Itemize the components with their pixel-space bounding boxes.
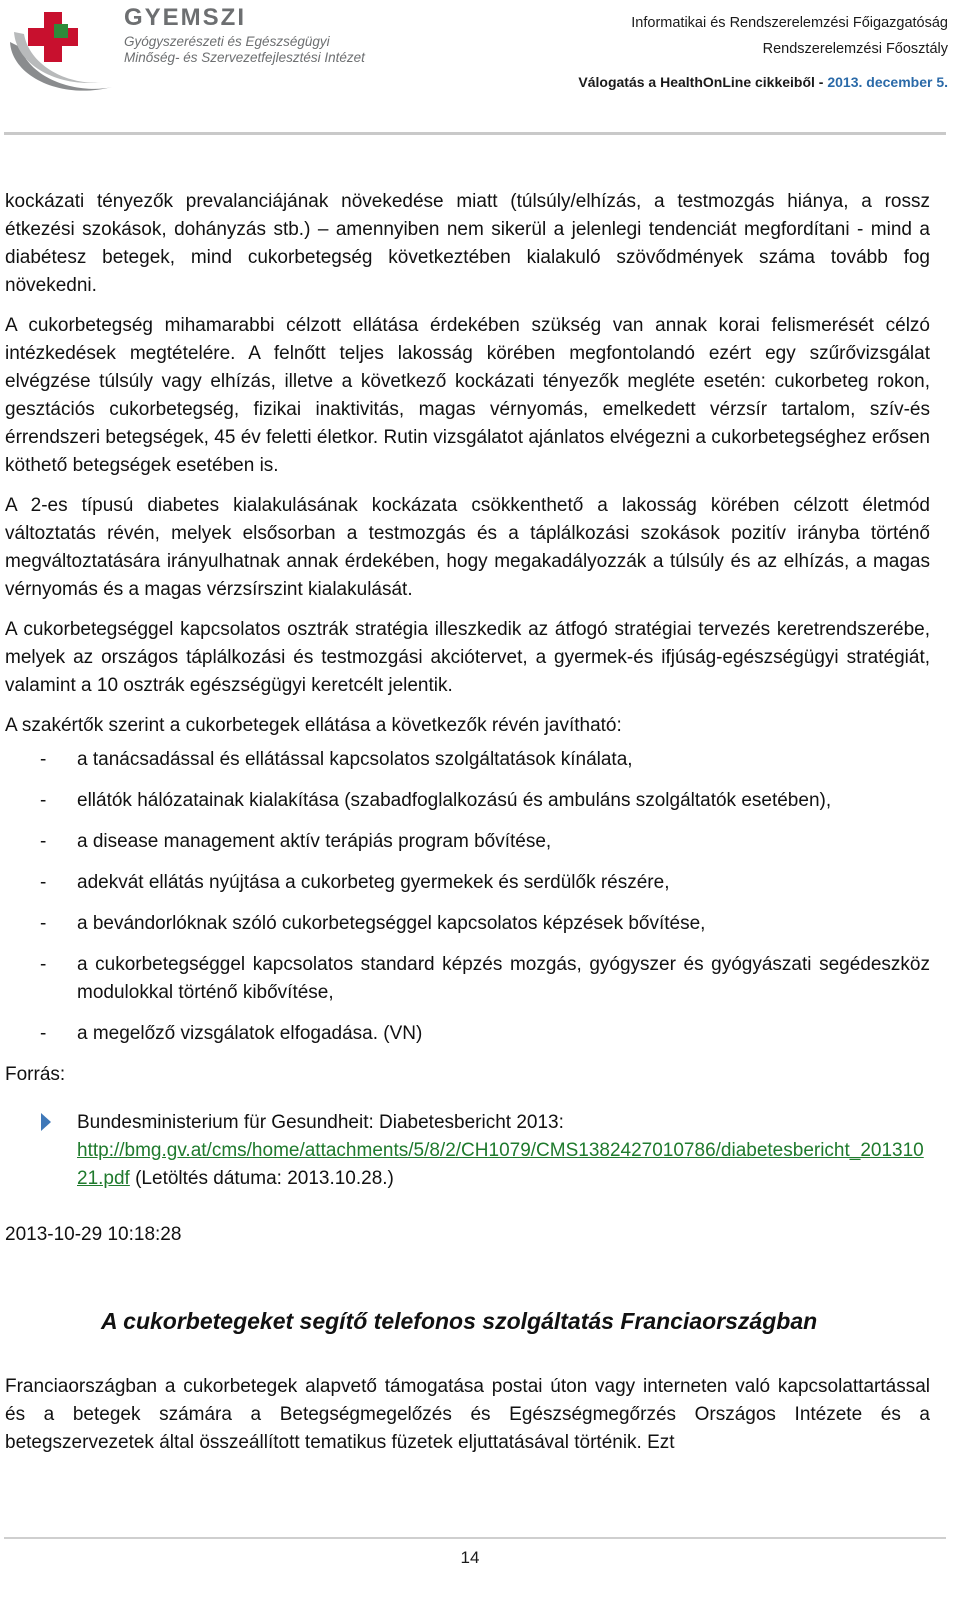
triangle-right-icon xyxy=(41,1113,51,1131)
dash-marker: - xyxy=(40,790,47,811)
paragraph: Franciaországban a cukorbetegek alapvető támogatása postai úton vagy interneten való kapcsolattartással és a betegek számára a Betegségmegelőzés és Egészségmegőrzés Országos Intézete és a betegszervezetek által összeállított tematikus füzetek eljuttatásával történik. Ezt xyxy=(5,1376,930,1453)
page-number: 14 xyxy=(460,1548,480,1567)
list-item xyxy=(5,1020,930,1048)
source-suffix: (Letöltés dátuma: 2013.10.28.) xyxy=(129,1168,394,1189)
department-name: Rendszerelemzési Főosztály xyxy=(762,41,948,57)
list-item-text: a cukorbetegséggel kapcsolatos standard képzés mozgás, gyógyszer és gyógyászati segédeszköz modulokkal történő kibővítése, xyxy=(77,954,930,1003)
list-item xyxy=(5,787,930,815)
header-org-info xyxy=(578,10,948,95)
directorate-name: Informatikai és Rendszerelemzési Főigazgatóság xyxy=(631,15,948,31)
paragraph: A cukorbetegséggel kapcsolatos osztrák stratégia illeszkedik az átfogó stratégiai tervezés keretrendszerébe, melyek az országos táplálkozási és testmozgási akciótervet, a gyermek-és ifjúság-egészségügyi stratégiát, valamint a 10 osztrák egészségügyi keretcélt jelentik. xyxy=(5,619,930,696)
page-header xyxy=(0,0,960,140)
dash-marker: - xyxy=(40,831,47,852)
list-item xyxy=(5,869,930,897)
brand-line-1: Gyógyszerészeti és Egészségügyi xyxy=(124,34,330,49)
list-item-text: a tanácsadással és ellátással kapcsolatos szolgáltatások kínálata, xyxy=(77,749,633,770)
header-divider xyxy=(4,132,946,135)
list-item-text: a disease management aktív terápiás program bővítése, xyxy=(77,831,552,852)
list-item-text: a megelőző vizsgálatok elfogadása. (VN) xyxy=(77,1023,423,1044)
gyemszi-cross-logo-icon xyxy=(2,2,137,97)
source-label: Forrás: xyxy=(5,1064,66,1085)
brand-line-2: Minőség- és Szervezetfejlesztési Intézet xyxy=(124,50,365,65)
list-item xyxy=(5,828,930,856)
list-item-text: ellátók hálózatainak kialakítása (szabadfoglalkozású és ambuláns szolgáltatók esetében), xyxy=(77,790,832,811)
source-text: Bundesministerium für Gesundheit: Diabetesbericht 2013: xyxy=(77,1112,564,1133)
list-intro: A szakértők szerint a cukorbetegek ellátása a következők révén javítható: xyxy=(5,715,622,736)
improvement-list xyxy=(5,746,930,1048)
list-item-text: adekvát ellátás nyújtása a cukorbeteg gyermekek és serdülők részére, xyxy=(77,872,670,893)
list-item xyxy=(5,951,930,1007)
source-item xyxy=(5,1109,930,1193)
paragraph: A cukorbetegség mihamarabbi célzott ellátása érdekében szükség van annak korai felismerését célzó intézkedések megtételére. A felnőtt teljes lakosság körében megfontolandó ezért egy szűrővizsgálat elvégzése túlsúly vagy elhízás, illetve a következő kockázati tényezők megléte esetén: cukorbeteg rokon, gesztációs cukorbetegség, fizikai inaktivitás, magas vérnyomás, emelkedett vérzsír tartalom, szív-és érrendszeri betegségek, 45 év feletti életkor. Rutin vizsgálatot ajánlatos elvégezni a cukorbetegséghez erősen köthető betegségek esetében is. xyxy=(5,315,930,476)
article-title: A cukorbetegeket segítő telefonos szolgáltatás Franciaországban xyxy=(101,1308,818,1334)
document-body xyxy=(5,188,930,1469)
list-item xyxy=(5,746,930,774)
dash-marker: - xyxy=(40,749,47,770)
dash-marker: - xyxy=(40,872,47,893)
dash-marker: - xyxy=(40,954,47,975)
brand-name: GYEMSZI xyxy=(124,4,247,31)
list-item xyxy=(5,910,930,938)
issue-date: 2013. december 5. xyxy=(827,74,948,90)
dash-marker: - xyxy=(40,1023,47,1044)
dash-marker: - xyxy=(40,913,47,934)
issue-line xyxy=(578,69,948,95)
footer-divider xyxy=(4,1537,946,1539)
issue-prefix: Válogatás a HealthOnLine cikkeiből - xyxy=(578,74,828,90)
paragraph: kockázati tényezők prevalanciájának növekedése miatt (túlsúly/elhízás, a testmozgás hiánya, a rossz étkezési szokások, dohányzás stb.) – amennyiben nem sikerül a jelenlegi tendenciát megfordítani - mind a diabétesz betegek, mind cukorbetegség következtében kialakuló szövődmények száma tovább fog növekedni. xyxy=(5,191,930,296)
paragraph: A 2-es típusú diabetes kialakulásának kockázata csökkenthető a lakosság körében célzott életmód változtatás révén, melyek elsősorban a testmozgás és a táplálkozási szokások pozitív irányba történő megváltoztatására irányulhatnak annak érdekében, hogy megakadályozzák a túlsúly és az elhízás, a magas vérnyomás és a magas vérzsírszint kialakulását. xyxy=(5,495,930,600)
article-timestamp: 2013-10-29 10:18:28 xyxy=(5,1224,182,1245)
source-link[interactable]: http://bmg.gv.at/cms/home/attachments/5/8/2/CH1079/CMS1382427010786/diabetesbericht_20131021.pdf xyxy=(77,1140,924,1189)
list-item-text: a bevándorlóknak szóló cukorbetegséggel kapcsolatos képzések bővítése, xyxy=(77,913,706,934)
